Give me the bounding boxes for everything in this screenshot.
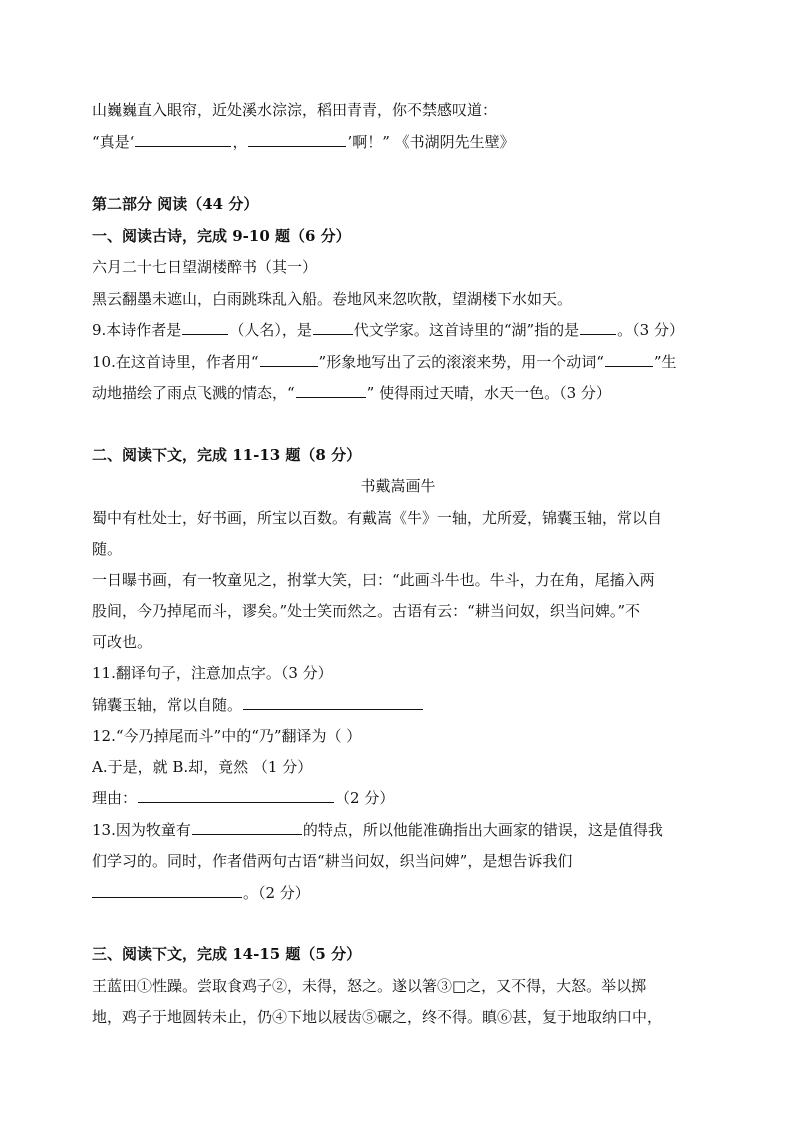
answer-blank[interactable] bbox=[296, 383, 366, 398]
question-10-cont bbox=[92, 383, 704, 403]
poem-body: 黑云翻墨未遮山，白雨跳珠乱入船。卷地风来忽吹散，望湖楼下水如天。 bbox=[92, 290, 573, 308]
text-title: 书戴嵩画牛 bbox=[360, 477, 436, 495]
question-12-reason bbox=[92, 788, 704, 808]
question-13-cont: 们学习的。同时，作者借两句古语“耕当问奴，织当问婢”，是想告诉我们 bbox=[92, 852, 573, 870]
text-segment: 。（2 分） bbox=[243, 884, 310, 902]
question-12-options: A.于是，就 B.却，竟然 （1 分） bbox=[92, 758, 313, 776]
answer-blank[interactable] bbox=[192, 820, 302, 835]
question-11-sentence bbox=[92, 695, 704, 715]
text-segment: 9.本诗作者是 bbox=[92, 321, 182, 339]
answer-blank[interactable] bbox=[92, 883, 242, 898]
text-segment: ’啊！” 《书湖阴先生壁》 bbox=[347, 133, 515, 151]
passage-line: 蜀中有杜处士，好书画，所宝以百数。有戴嵩《牛》一轴，尤所爱，锦囊玉轴，常以自 bbox=[92, 509, 663, 527]
text-segment: 10.在这首诗里，作者用“ bbox=[92, 353, 259, 371]
passage-line: 王蓝田①性躁。尝取食鸡子②，未得，怒之。遂以箸③□之，又不得，大怒。举以掷 bbox=[92, 977, 647, 995]
answer-blank[interactable] bbox=[248, 132, 346, 147]
section-heading: 二、阅读下文，完成 11-13 题（8 分） bbox=[92, 446, 362, 464]
text-segment: 锦囊玉轴，常以自随。 bbox=[92, 696, 243, 714]
text-segment: “真是‘ bbox=[92, 133, 135, 151]
passage-line: 随。 bbox=[92, 540, 123, 558]
text-line: 山巍巍直入眼帘，近处溪水淙淙，稻田青青，你不禁感叹道： bbox=[92, 101, 498, 119]
text-segment: ” 使得雨过天晴，水天一色。（3 分） bbox=[366, 384, 611, 402]
text-segment: 理由： bbox=[92, 789, 138, 807]
answer-blank[interactable] bbox=[182, 320, 228, 335]
answer-blank[interactable] bbox=[243, 695, 423, 710]
fill-blank-line bbox=[92, 132, 704, 152]
section-heading: 三、阅读下文，完成 14-15 题（5 分） bbox=[92, 945, 362, 963]
question-13 bbox=[92, 820, 704, 840]
question-12: 12.“今乃掉尾而斗”中的“乃”翻译为（ ） bbox=[92, 727, 362, 745]
answer-blank[interactable] bbox=[138, 788, 334, 803]
section-heading: 一、阅读古诗，完成 9-10 题（6 分） bbox=[92, 227, 351, 245]
question-9 bbox=[92, 320, 704, 340]
passage-line: 可改也。 bbox=[92, 633, 153, 651]
passage-line: 地，鸡子于地圆转未止，仍④下地以屐齿⑤碾之，终不得。瞋⑥甚，复于地取纳口中， bbox=[92, 1008, 663, 1026]
section-heading: 第二部分 阅读（44 分） bbox=[92, 195, 259, 213]
answer-blank[interactable] bbox=[260, 352, 318, 367]
answer-blank[interactable] bbox=[135, 132, 231, 147]
text-segment: （人名），是 bbox=[229, 321, 312, 339]
text-segment: 。（3 分） bbox=[617, 321, 684, 339]
question-13-cont bbox=[92, 883, 704, 903]
text-segment: 动地描绘了雨点飞溅的情态，“ bbox=[92, 384, 295, 402]
answer-blank[interactable] bbox=[313, 320, 353, 335]
passage-line: 一日曝书画，有一牧童见之，拊掌大笑，曰：“此画斗牛也。牛斗，力在角，尾搐入两 bbox=[92, 571, 655, 589]
question-10 bbox=[92, 352, 704, 372]
answer-blank[interactable] bbox=[580, 320, 616, 335]
passage-line: 股间，今乃掉尾而斗，谬矣。”处士笑而然之。古语有云：“耕当问奴，织当问婢。”不 bbox=[92, 602, 641, 620]
text-segment: ”生 bbox=[653, 353, 677, 371]
text-segment: （2 分） bbox=[335, 789, 395, 807]
text-segment: ”形象地写出了云的滚滚来势，用一个动词“ bbox=[318, 353, 604, 371]
answer-blank[interactable] bbox=[605, 352, 653, 367]
question-11: 11.翻译句子，注意加点字。（3 分） bbox=[92, 664, 333, 682]
text-segment: 代文学家。这首诗里的“湖”指的是 bbox=[353, 321, 580, 339]
text-segment: 13.因为牧童有 bbox=[92, 821, 191, 839]
text-segment: ， bbox=[232, 133, 248, 151]
poem-title: 六月二十七日望湖楼醉书（其一） bbox=[92, 258, 318, 276]
text-segment: 的特点，所以他能准确指出大画家的错误，这是值得我 bbox=[302, 821, 663, 839]
